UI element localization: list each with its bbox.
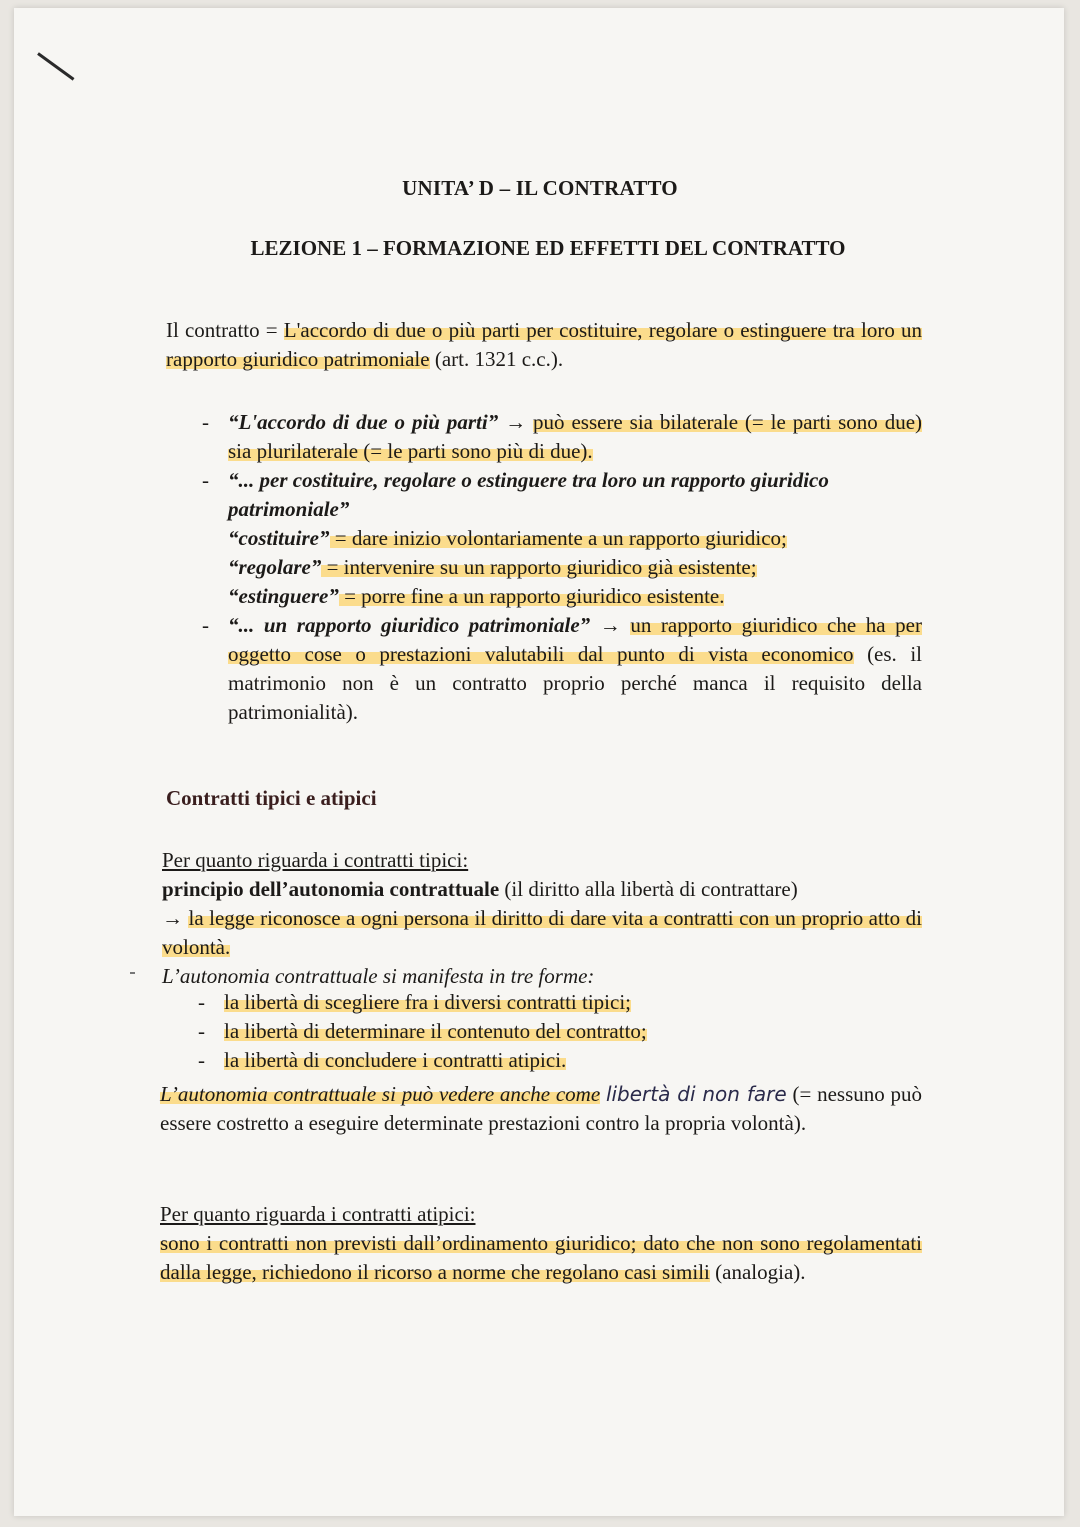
definition-term: Il contratto	[166, 318, 260, 342]
definition-points	[202, 408, 923, 727]
definition-paragraph	[166, 316, 922, 374]
arrow-icon: →	[498, 410, 534, 434]
definition-text: L'accordo di due o più parti per costituire, regolare o estinguere tra loro un rapporto giuridico patrimoniale	[166, 318, 922, 371]
term-line	[228, 582, 922, 611]
point-quote: “... per costituire, regolare o estinguere tra loro un rapporto giuridico patrimoniale”	[228, 468, 829, 521]
also-text: (= nessuno può essere costretto a eseguire determinate prestazioni contro la propria volontà).	[160, 1082, 923, 1135]
tipici-paragraph	[162, 846, 922, 991]
point-quote: “L'accordo di due o più parti”	[228, 410, 499, 434]
atipici-heading: Per quanto riguarda i contratti atipici:	[160, 1202, 476, 1226]
autonomy-paragraph	[160, 1080, 922, 1138]
form-item: - la libertà di determinare il contenuto del contratto;	[224, 1017, 924, 1046]
atipici-note: (analogia).	[709, 1260, 806, 1284]
atipici-paragraph	[160, 1200, 922, 1287]
forms-intro: L’autonomia contrattuale si manifesta in tre forme:	[162, 964, 595, 988]
paper-sheet	[14, 8, 1064, 1516]
point-patrimoniale	[202, 611, 922, 727]
bullet-dash: -	[202, 410, 209, 434]
handwritten-note: libertà di non fare	[605, 1082, 787, 1106]
principle-note: (il diritto alla libertà di contrattare)	[499, 877, 798, 901]
term-definition: = dare inizio volontariamente a un rapporto giuridico;	[329, 526, 787, 550]
also-intro: L’autonomia contrattuale si può vedere anche come	[160, 1082, 601, 1106]
point-costituire	[202, 466, 922, 611]
term: “costituire”	[228, 526, 330, 550]
term-line	[228, 524, 922, 553]
margin-mark	[130, 972, 135, 974]
section-heading: Contratti tipici e atipici	[166, 786, 377, 810]
atipici-text: sono i contratti non previsti dall’ordinamento giuridico; dato che non sono regolamentati dalla legge, richiedono il ricorso a norme che regolano casi simili	[160, 1231, 922, 1284]
point-text: un rapporto giuridico che ha per oggetto cose o prestazioni valutabili dal punto di vista economico	[228, 613, 922, 666]
term-definition: = porre fine a un rapporto giuridico esistente.	[338, 584, 725, 608]
point-example: (es. il matrimonio non è un contratto proprio perché manca il requisito della patrimonialità).	[228, 642, 922, 724]
arrow-icon: →	[162, 906, 189, 930]
form-item: - la libertà di concludere i contratti atipici.	[224, 1046, 924, 1075]
tipici-heading: Per quanto riguarda i contratti tipici:	[162, 848, 469, 872]
bullet-dash: -	[202, 468, 209, 492]
bullet-dash: -	[198, 1048, 205, 1072]
bullet-dash: -	[202, 613, 209, 637]
bullet-dash: -	[198, 990, 205, 1014]
principle: principio dell’autonomia contrattuale	[162, 877, 500, 901]
lesson-title: LEZIONE 1 – FORMAZIONE ED EFFETTI DEL CONTRATTO	[250, 236, 846, 260]
point-accordo	[202, 408, 923, 466]
unit-title: UNITA’ D – IL CONTRATTO	[402, 176, 678, 200]
forms-list	[198, 988, 924, 1075]
point-quote: “... un rapporto giuridico patrimoniale”	[228, 613, 591, 637]
bullet-dash: -	[198, 1019, 205, 1043]
term-definition: = intervenire su un rapporto giuridico già esistente;	[321, 555, 757, 579]
term: “estinguere”	[228, 584, 339, 608]
law-text: la legge riconosce a ogni persona il diritto di dare vita a contratti con un proprio atto di volontà.	[162, 906, 922, 959]
term: “regolare”	[228, 555, 322, 579]
arrow-icon: →	[590, 613, 631, 637]
term-line	[228, 553, 922, 582]
point-text: può essere sia bilaterale (= le parti sono due) sia plurilaterale (= le parti sono più di due).	[228, 410, 923, 463]
definition-reference: (art. 1321 c.c.).	[429, 347, 564, 371]
form-item: - la libertà di scegliere fra i diversi contratti tipici;	[224, 988, 924, 1017]
definition-equals: =	[259, 318, 284, 342]
